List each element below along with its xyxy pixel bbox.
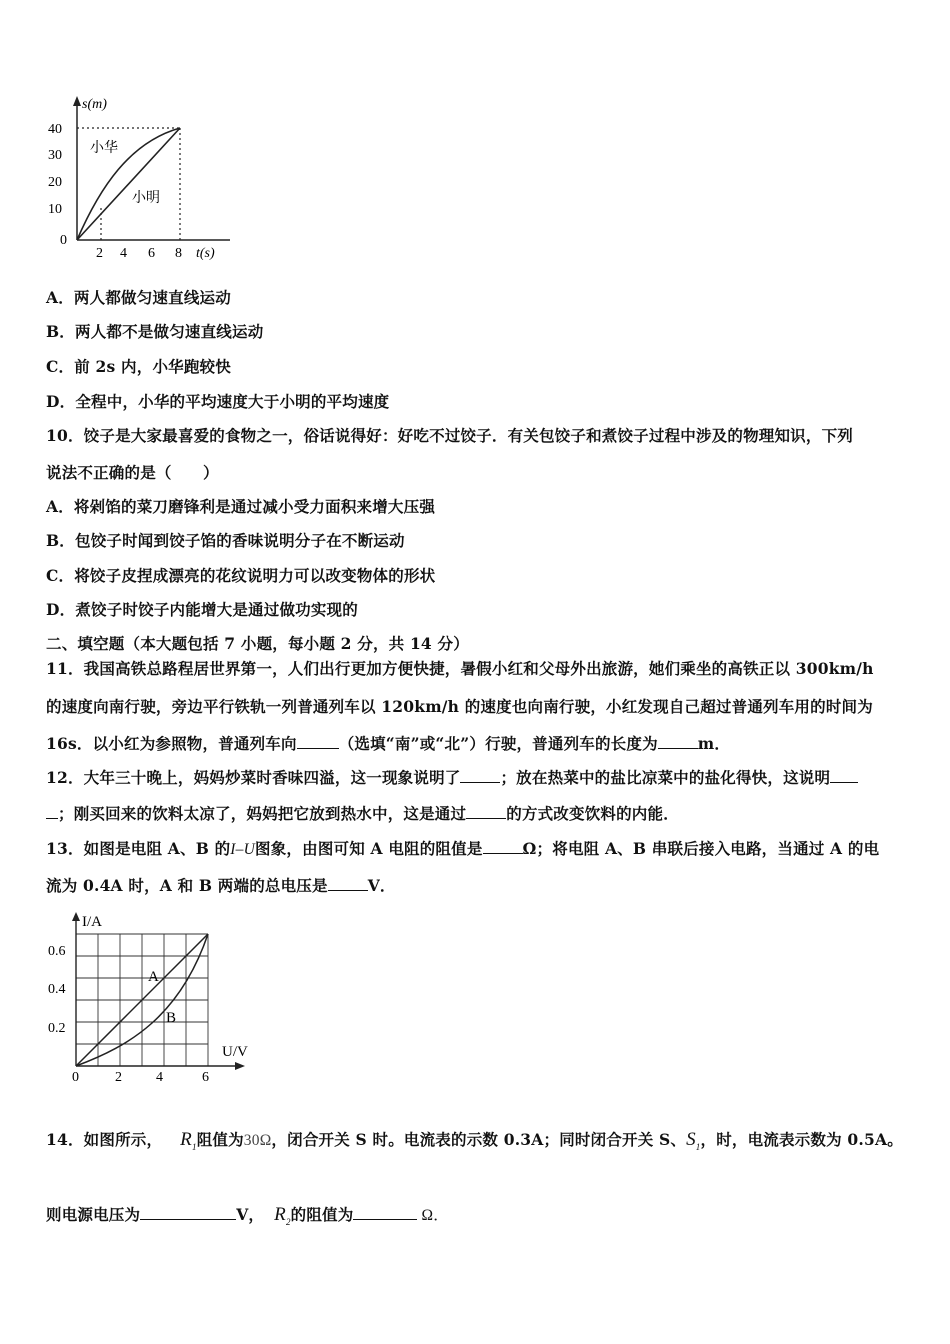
iu-y-arrow-icon xyxy=(72,912,80,921)
st-y-tick-30: 30 xyxy=(48,148,62,163)
q14-r1-value: 30Ω xyxy=(243,1132,272,1149)
st-label-xiaoming: 小明 xyxy=(132,191,160,206)
st-label-xiaohua: 小华 xyxy=(90,141,118,156)
q11-blank-direction[interactable] xyxy=(297,734,339,749)
q14-part3: ，时，电流表示数为 0.5A。 xyxy=(700,1130,903,1149)
q12-line2-text-a: ；刚买回来的饮料太凉了，妈妈把它放到热水中，这是通过 xyxy=(58,804,467,823)
iu-x-tick-4: 4 xyxy=(156,1070,163,1085)
q9-option-d: D．全程中，小华的平均速度大于小明的平均速度 xyxy=(46,392,390,411)
q14-r2-symbol: $R_2$ xyxy=(274,1204,291,1227)
st-y-axis-label: s(m) xyxy=(82,97,107,112)
q13-line1-text-a: 13．如图是电阻 A、B 的 xyxy=(46,839,231,858)
iu-y-axis-label: I/A xyxy=(82,914,102,930)
q14-line2 xyxy=(46,1203,449,1227)
iu-x-tick-2: 2 xyxy=(115,1070,122,1085)
q10-option-d: D．煮饺子时饺子内能增大是通过做功实现的 xyxy=(46,600,358,619)
q11-line3-text-c: m． xyxy=(697,734,731,753)
iu-label-a: A xyxy=(148,969,159,985)
q12-blank-3[interactable] xyxy=(466,804,506,819)
q11-line3-text-b: （选填“南”或“北”）行驶，普通列车的长度为 xyxy=(338,734,658,753)
q14-part1: 阻值为 xyxy=(196,1130,244,1149)
q11-blank-length[interactable] xyxy=(658,734,698,749)
q10-stem-line2: 说法不正确的是（ ） xyxy=(46,463,219,482)
st-y-tick-0: 0 xyxy=(60,233,67,248)
section-heading: 二、填空题（本大题包括 7 小题，每小题 2 分，共 14 分） xyxy=(46,634,469,653)
q14-blank-voltage[interactable] xyxy=(140,1205,236,1220)
st-y-arrow-icon xyxy=(73,96,81,106)
q12-blank-2a[interactable] xyxy=(830,768,858,783)
q10-option-b: B．包饺子时闻到饺子馅的香味说明分子在不断运动 xyxy=(46,531,405,550)
q13-line1-text-b: 图象，由图可知 A 电阻的阻值是 xyxy=(255,839,483,858)
iu-x-arrow-icon xyxy=(235,1062,245,1070)
q13-line2 xyxy=(46,874,396,896)
q13-line1-text-c: Ω；将电阻 A、B 串联后接入电路，当通过 A 的电 xyxy=(522,839,880,858)
q13-blank-resistance[interactable] xyxy=(483,839,523,854)
q11-line1: 11．我国高铁总路程居世界第一，人们出行更加方便快捷，暑假小红和父母外出旅游，她们乘坐的高铁正以 300km/h xyxy=(46,659,874,678)
q14-line1 xyxy=(46,1128,903,1152)
q14-line2-text-a: 则电源电压为 xyxy=(46,1205,141,1224)
q14-part2: ，闭合开关 S 时。电流表的示数 0.3A；同时闭合开关 S、 xyxy=(271,1130,687,1149)
q14-blank-resistance[interactable] xyxy=(353,1205,417,1220)
q12-blank-1[interactable] xyxy=(460,768,500,783)
q10-option-c: C．将饺子皮捏成漂亮的花纹说明力可以改变物体的形状 xyxy=(46,566,436,585)
st-x-axis-label: t(s) xyxy=(196,246,215,261)
q14-s1-symbol: $S_1$ xyxy=(686,1129,701,1152)
q11-line3-text-a: 16s．以小红为参照物，普通列车向 xyxy=(46,734,297,753)
q14-line2-text-c: 的阻值为 xyxy=(290,1205,354,1224)
st-x-tick-4: 4 xyxy=(120,246,127,261)
q13-line2-text-a: 流为 0.4A 时，A 和 B 两端的总电压是 xyxy=(46,876,328,895)
st-x-tick-2: 2 xyxy=(96,246,103,261)
q13-blank-voltage[interactable] xyxy=(328,876,368,891)
iu-x-axis-label: U/V xyxy=(222,1044,248,1060)
q14-line2-text-d: Ω． xyxy=(421,1207,449,1224)
q11-line2: 的速度向南行驶，旁边平行铁轨一列普通列车以 120km/h 的速度也向南行驶，小红发现自己超过普通列车用的时间为 xyxy=(46,697,873,716)
iu-y-tick-02: 0.2 xyxy=(48,1021,66,1036)
q14-line2-text-b: V， xyxy=(236,1205,265,1224)
q13-iu-symbol: I–U xyxy=(230,841,256,858)
q10-option-a: A．将剁馅的菜刀磨锋利是通过减小受力面积来增大压强 xyxy=(46,497,436,516)
q12-line2 xyxy=(46,802,679,824)
q9-option-b: B．两人都不是做匀速直线运动 xyxy=(46,322,264,341)
iu-label-b: B xyxy=(166,1010,177,1026)
q14-prefix: 14．如图所示， xyxy=(46,1130,163,1149)
st-y-tick-20: 20 xyxy=(48,175,62,190)
iu-y-tick-06: 0.6 xyxy=(48,944,66,959)
st-y-tick-10: 10 xyxy=(48,202,62,217)
q12-blank-2b[interactable] xyxy=(46,804,58,819)
q13-line2-text-b: V． xyxy=(367,876,396,895)
q12-line1 xyxy=(46,766,858,788)
q12-line2-text-b: 的方式改变饮料的内能． xyxy=(506,804,679,823)
st-y-tick-40: 40 xyxy=(48,122,62,137)
q14-r1-symbol: $R_1$ xyxy=(180,1129,197,1152)
q9-option-a: A．两人都做匀速直线运动 xyxy=(46,288,231,307)
q12-line1-text-b: ；放在热菜中的盐比凉菜中的盐化得快，这说明 xyxy=(500,768,831,787)
q11-line3 xyxy=(46,732,730,754)
iu-x-tick-6: 6 xyxy=(202,1070,209,1085)
q9-option-c: C．前 2s 内，小华跑较快 xyxy=(46,357,231,376)
q13-line1 xyxy=(46,837,879,859)
st-x-tick-6: 6 xyxy=(148,246,155,261)
iu-graph-figure xyxy=(40,906,270,1086)
q10-stem-line1: 10．饺子是大家最喜爱的食物之一，俗话说得好：好吃不过饺子．有关包饺子和煮饺子过程中涉及的物理知识，下列 xyxy=(46,426,853,445)
iu-y-tick-04: 0.4 xyxy=(48,982,66,997)
iu-x-tick-0: 0 xyxy=(72,1070,79,1085)
st-graph-figure xyxy=(40,92,240,262)
q12-line1-text-a: 12．大年三十晚上，妈妈炒菜时香味四溢，这一现象说明了 xyxy=(46,768,461,787)
st-x-tick-8: 8 xyxy=(175,246,182,261)
